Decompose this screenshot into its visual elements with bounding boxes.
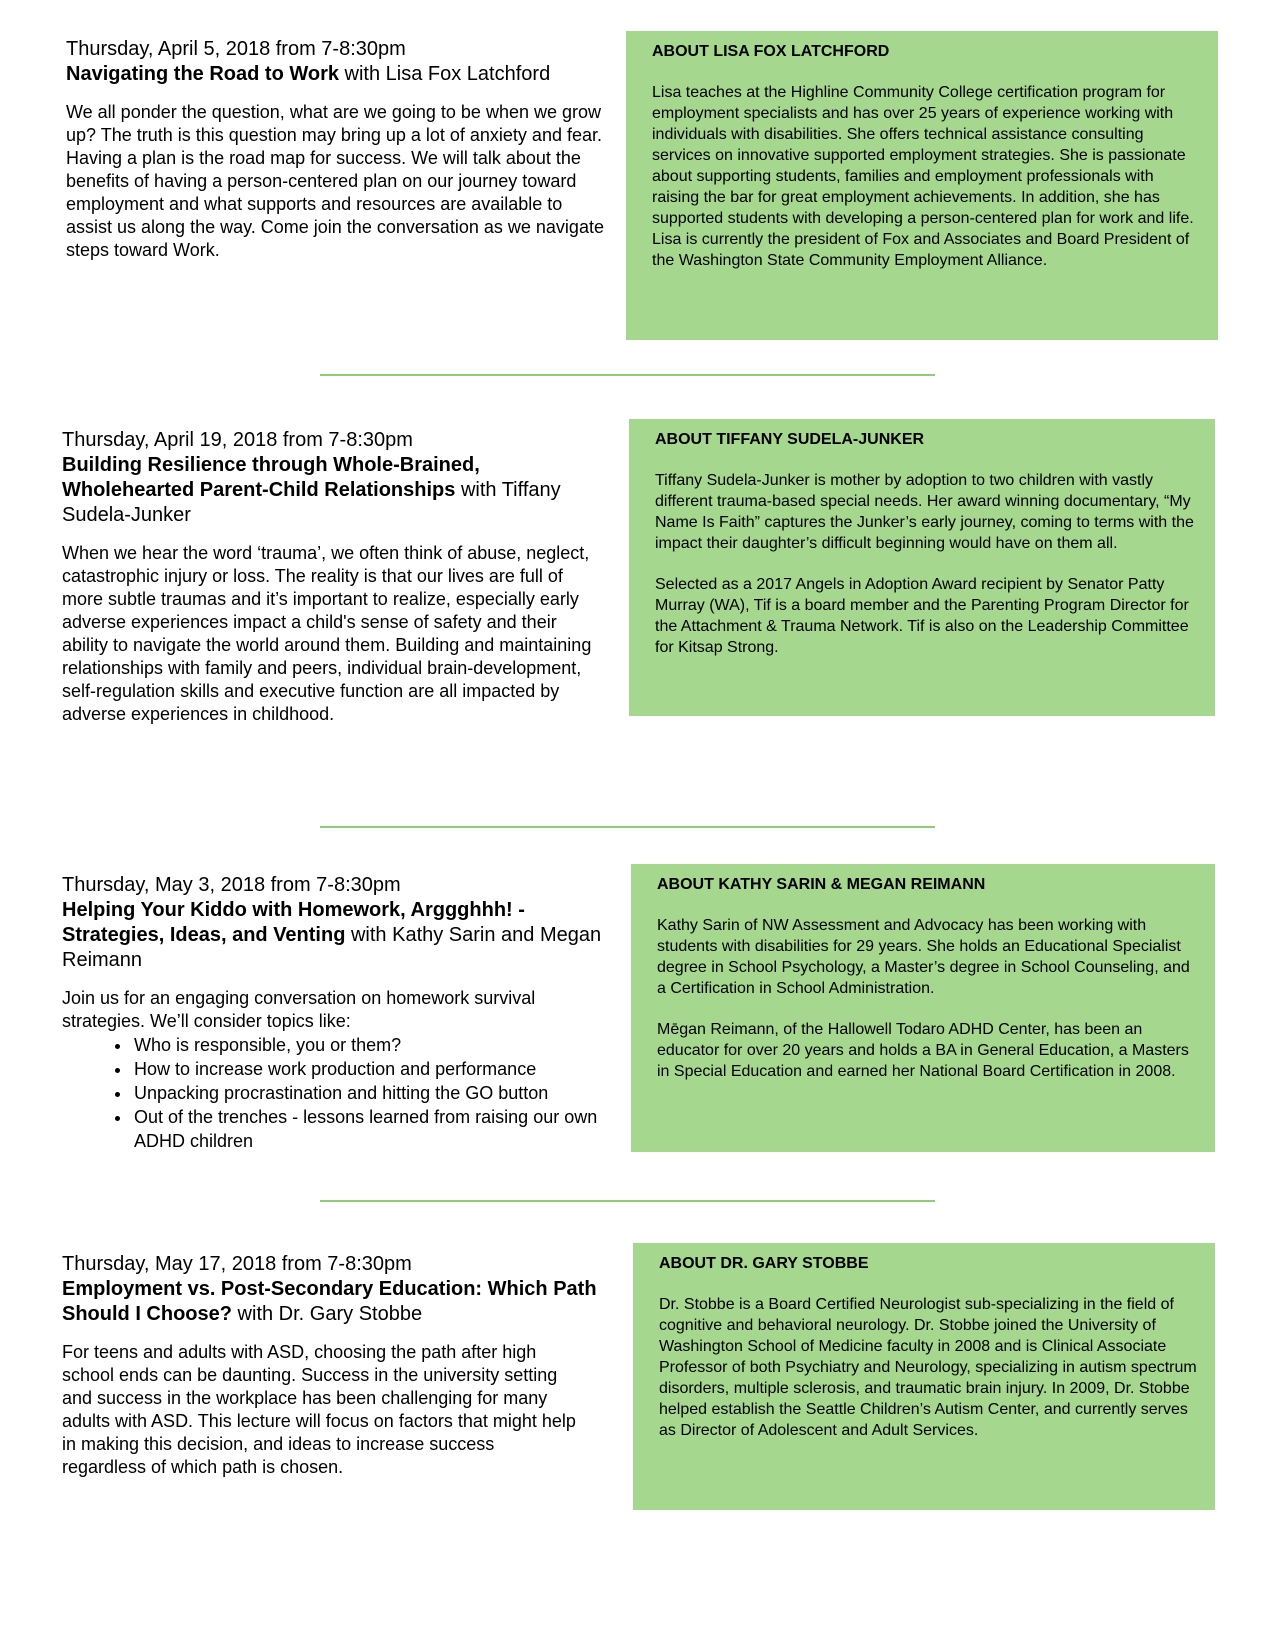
event-date: Thursday, May 3, 2018 from 7-8:30pm [62,874,401,896]
event-4 [62,1252,622,1479]
about-heading: ABOUT DR. GARY STOBBE [659,1255,869,1272]
event-date: Thursday, April 5, 2018 from 7-8:30pm [66,38,406,60]
event-2 [62,428,602,726]
event-title [66,62,606,87]
event-title-bold: Navigating the Road to Work [66,63,339,85]
about-paragraph: Lisa teaches at the Highline Community College certification program for employment specialists and has over 25 years of experience working with individuals with disabilities. She offers technical assistance consulting services on innovative supported employment strategies. She is passionate about supporting students, families and employment professionals with raising the bar for great employment achievements. In addition, she has supported students with developing a person-centered plan for work and life. Lisa is currently the president of Fox and Associates and Board President of the Washington State Community Employment Alliance. [652,84,1194,269]
about-paragraph: Tiffany Sudela-Junker is mother by adoption to two children with vastly different trauma-based special needs. Her award winning documentary, “My Name Is Faith” captures the Junker’s early journey, coming to terms with the impact their daughter’s difficult beginning would have on them all. [655,472,1194,552]
about-box-2 [629,419,1215,716]
topic-list-item: • Out of the trenches - lessons learned from raising our own ADHD children [132,1105,622,1153]
event-date: Thursday, April 19, 2018 from 7-8:30pm [62,429,413,451]
event-title-bold: Helping Your Kiddo with Homework, Arggghhh! - Strategies, Ideas, and Venting [62,899,525,946]
event-title [62,898,602,973]
about-paragraph: Dr. Stobbe is a Board Certified Neurologist sub-specializing in the field of cognitive and behavioral neurology. Dr. Stobbe joined the University of Washington School of Medicine faculty in 2008 and is Clinical Associate Professor of both Psychiatry and Neurology, specializing in autism spectrum disorders, multiple sclerosis, and traumatic brain injury. In 2009, Dr. Stobbe helped establish the Seattle Children’s Autism Center, and currently serves as Director of Adolescent and Adult Services. [659,1296,1197,1439]
event-title [62,1277,622,1327]
event-1 [66,37,606,262]
about-heading: ABOUT TIFFANY SUDELA-JUNKER [655,431,925,448]
topic-list-item: • How to increase work production and performance [132,1057,622,1081]
topic-list [62,1033,622,1153]
event-title-bold: Building Resilience through Whole-Brained, Wholehearted Parent-Child Relationships [62,454,480,501]
topic-list-item: • Who is responsible, you or them? [132,1033,622,1057]
event-title-speaker: with Lisa Fox Latchford [338,63,551,85]
about-paragraph: Kathy Sarin of NW Assessment and Advocacy has been working with students with disabilities for 29 years. She holds an Educational Specialist degree in School Psychology, a Master’s degree in School Counseling, and a Certification in School Administration. [657,917,1190,997]
event-description: We all ponder the question, what are we going to be when we grow up? The truth is this question may bring up a lot of anxiety and fear. Having a plan is the road map for success. We will talk about the benefits of having a person-centered plan on our journey toward employment and what supports and resources are available to assist us along the way. Come join the conversation as we navigate steps toward Work. [66,102,604,260]
about-box-3 [631,864,1215,1152]
about-paragraph: Mēgan Reimann, of the Hallowell Todaro ADHD Center, has been an educator for over 20 years and holds a BA in General Education, a Masters in Special Education and earned her National Board Certification in 2008. [657,1021,1189,1080]
event-description: For teens and adults with ASD, choosing the path after high school ends can be daunting. Success in the university setting and success in the workplace has been challenging for many adults with ASD. This lecture will focus on factors that might help in making this decision, and ideas to increase success regardless of which path is chosen. [62,1342,576,1477]
topic-list-item: • Unpacking procrastination and hitting the GO button [132,1081,622,1105]
about-box-4 [633,1243,1215,1510]
about-paragraph: Selected as a 2017 Angels in Adoption Award recipient by Senator Patty Murray (WA), Tif is a board member and the Parenting Program Director for the Attachment & Trauma Network. Tif is also on the Leadership Committee for Kitsap Strong. [655,576,1189,656]
event-title-speaker: with Kathy Sarin and Megan Reimann [62,924,602,971]
event-title-speaker: with Tiffany Sudela-Junker [62,479,561,526]
event-title [62,453,602,528]
about-heading: ABOUT LISA FOX LATCHFORD [652,43,890,60]
section-divider [320,826,935,828]
event-description: Join us for an engaging conversation on homework survival strategies. We’ll consider topics like: [62,988,536,1031]
event-description: When we hear the word ‘trauma’, we often think of abuse, neglect, catastrophic injury or loss. The reality is that our lives are full of more subtle traumas and it’s important to realize, especially early adverse experiences impact a child's sense of safety and their ability to navigate the world around them. Building and maintaining relationships with family and peers, individual brain-development, self-regulation skills and executive function are all impacted by adverse experiences in childhood. [62,543,592,724]
event-3 [62,873,622,1153]
about-heading: ABOUT KATHY SARIN & MEGAN REIMANN [657,876,986,893]
event-title-bold: Employment vs. Post-Secondary Education: Which Path Should I Choose? [62,1278,597,1325]
event-title-speaker: with Dr. Gary Stobbe [232,1303,423,1325]
about-box-1 [626,31,1218,340]
event-date: Thursday, May 17, 2018 from 7-8:30pm [62,1253,412,1275]
section-divider [320,1200,935,1202]
section-divider [320,374,935,376]
